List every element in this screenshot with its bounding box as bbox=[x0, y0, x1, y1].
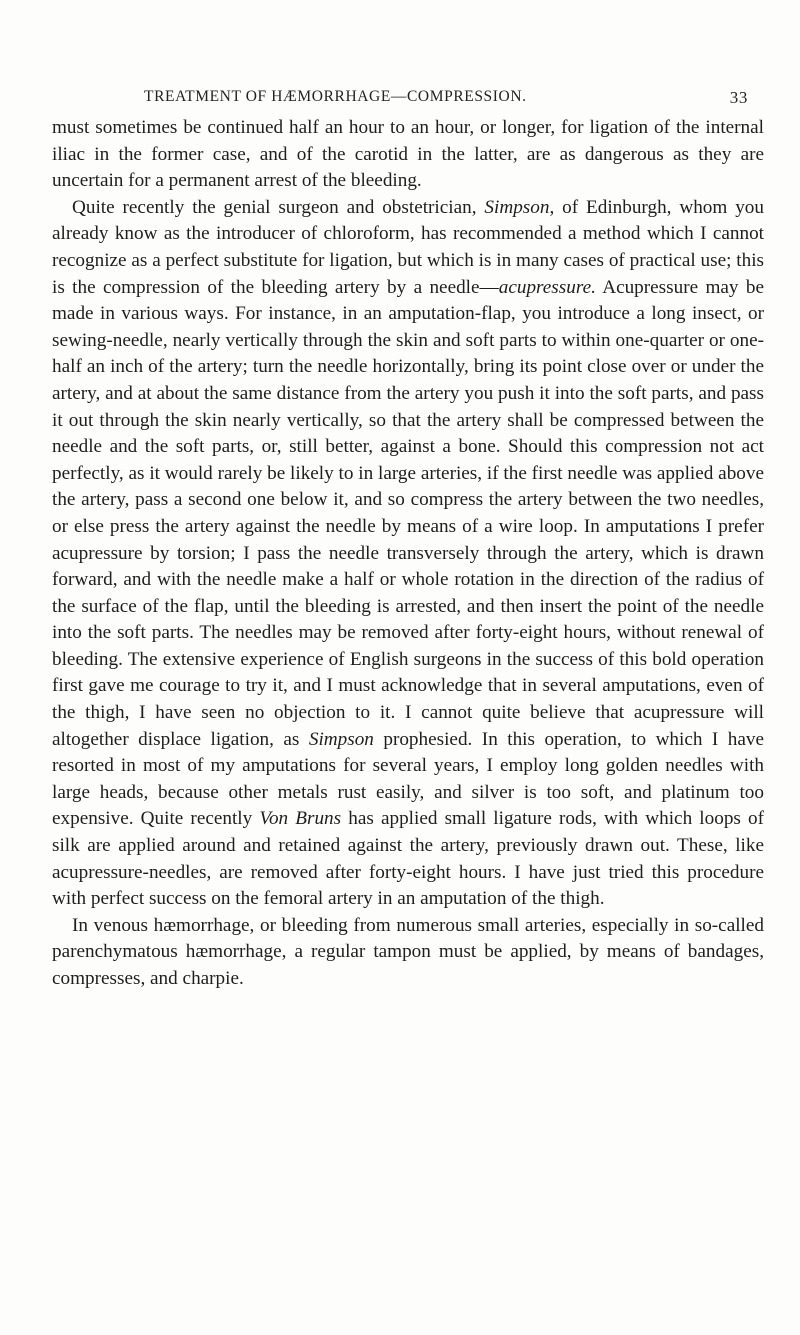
text-run: Quite recently the genial surgeon and obstetrician, bbox=[72, 196, 485, 218]
italic-term: acupressure. bbox=[498, 276, 596, 298]
paragraph-acupressure bbox=[52, 195, 764, 913]
text-run: In venous hæmorrhage, or bleeding from numerous small arteries, especially in so-called parenchymatous hæmorrhage, a regular tampon must be applied, by means of bandages, compresses, and charpie. bbox=[52, 914, 764, 989]
text-run: must sometimes be continued half an hour to an hour, or longer, for ligation of the internal iliac in the former case, and of the carotid in the latter, are as dangerous as they are uncertain for a permanent arrest of the bleeding. bbox=[52, 117, 764, 192]
page-number: 33 bbox=[729, 88, 748, 107]
text-run: , of Edinburgh, whom you already know as the introducer of chloroform, has recommended a method which I cannot recognize as a perfect substitute for ligation, but which is in many cases of practical use; this is the compression of the bleeding artery by a needle— bbox=[52, 196, 764, 298]
paragraph-continuation bbox=[52, 115, 764, 195]
text-run: prophesied. In this operation, to which I have resorted in most of my amputations for several years, I employ long golden needles with large heads, because other metals rust easily, and silver is too soft, and platinum too expensive. Quite recently bbox=[52, 728, 765, 830]
running-head bbox=[94, 88, 748, 112]
paragraph-venous-haemorrhage bbox=[52, 913, 764, 993]
italic-name: Simpson bbox=[484, 196, 550, 218]
italic-name: Von Bruns bbox=[259, 808, 342, 830]
text-run: Acupressure may be made in various ways. For instance, in an amputation-flap, you introduce a long insect, or sewing-needle, nearly vertically through the skin and soft parts to within one-quarter or one-half an inch of the artery; turn the needle horizontally, bring its point close over or under the artery, and at about the same distance from the artery you push it into the soft parts, and pass it out through the skin nearly vertically, so that the artery shall be compressed between the needle and the soft parts, or, still better, against a bone. Should this compression not act perfectly, as it would rarely be likely to in large arteries, if the first needle was applied above the artery, pass a second one below it, and so compress the artery between the two needles, or else press the artery against the needle by means of a wire loop. In amputations I prefer acupressure by torsion; I pass the needle transversely through the artery, which is drawn forward, and with the needle make a half or whole rotation in the direction of the radius of the surface of the flap, until the bleeding is arrested, and then insert the point of the needle into the soft parts. The needles may be removed after forty-eight hours, without renewal of bleeding. The extensive experience of English surgeons in the success of this bold operation first gave me courage to try it, and I must acknowledge that in several amputations, even of the thigh, I have seen no objection to it. I cannot quite believe that acupressure will altogether displace ligation, as bbox=[52, 276, 764, 750]
running-head-title: TREATMENT OF HÆMORRHAGE—COMPRESSION. bbox=[144, 88, 527, 105]
italic-name: Simpson bbox=[308, 728, 374, 750]
text-run: has applied small ligature rods, with which loops of silk are applied around and retained against the artery, previously drawn out. These, like acupressure-needles, are removed after forty-eight hours. I have just tried this procedure with perfect success on the femoral artery in an amputation of the thigh. bbox=[52, 808, 765, 910]
body-text bbox=[52, 115, 764, 993]
